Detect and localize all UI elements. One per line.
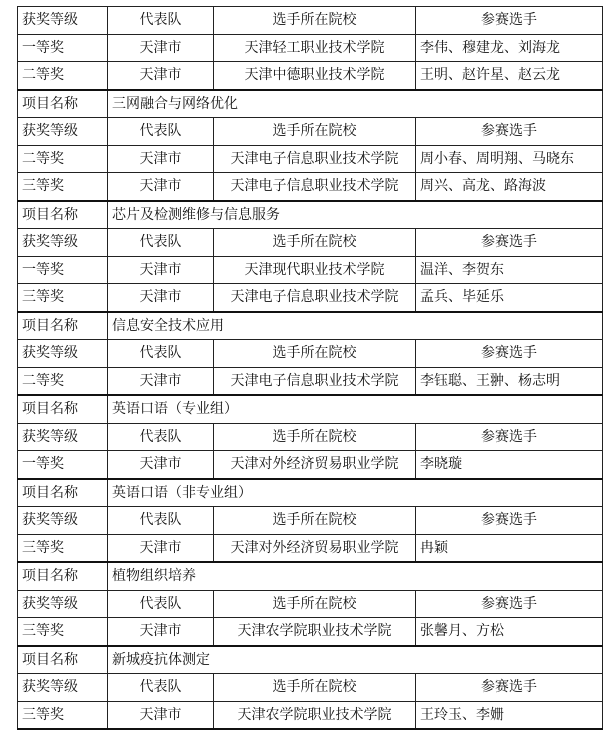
- project-name-label: 项目名称: [18, 479, 108, 507]
- team-cell: 天津市: [108, 256, 214, 284]
- header-team: 代表队: [108, 118, 214, 146]
- award-level-cell: 三等奖: [18, 173, 108, 201]
- school-cell: 天津电子信息职业技术学院: [214, 145, 416, 173]
- header-team: 代表队: [108, 423, 214, 451]
- table-row: [18, 62, 603, 90]
- team-cell: 天津市: [108, 34, 214, 62]
- award-level-cell: 三等奖: [18, 284, 108, 312]
- table-row: [18, 145, 603, 173]
- project-name-row: [18, 201, 603, 229]
- column-header-row: [18, 423, 603, 451]
- award-level-cell: 一等奖: [18, 34, 108, 62]
- header-school: 选手所在院校: [214, 118, 416, 146]
- header-contestants: 参赛选手: [416, 340, 603, 368]
- contestants-cell: 冉颖: [416, 534, 603, 562]
- header-team: 代表队: [108, 7, 214, 35]
- column-header-row: [18, 118, 603, 146]
- header-team: 代表队: [108, 507, 214, 535]
- contestants-cell: 张馨月、方松: [416, 618, 603, 646]
- column-header-row: [18, 7, 603, 35]
- team-cell: 天津市: [108, 62, 214, 90]
- header-school: 选手所在院校: [214, 674, 416, 702]
- header-team: 代表队: [108, 340, 214, 368]
- contestants-cell: 王明、赵许星、赵云龙: [416, 62, 603, 90]
- header-award-level: 获奖等级: [18, 7, 108, 35]
- header-school: 选手所在院校: [214, 507, 416, 535]
- award-document: [17, 6, 602, 730]
- header-contestants: 参赛选手: [416, 674, 603, 702]
- table-row: [18, 34, 603, 62]
- project-name-label: 项目名称: [18, 562, 108, 590]
- header-award-level: 获奖等级: [18, 118, 108, 146]
- project-name-value: 英语口语（专业组）: [108, 395, 603, 423]
- header-school: 选手所在院校: [214, 7, 416, 35]
- header-team: 代表队: [108, 229, 214, 257]
- award-table: [17, 6, 603, 730]
- team-cell: 天津市: [108, 367, 214, 395]
- header-award-level: 获奖等级: [18, 590, 108, 618]
- contestants-cell: 李钰聪、王翀、杨志明: [416, 367, 603, 395]
- contestants-cell: 周兴、高龙、路海波: [416, 173, 603, 201]
- project-name-label: 项目名称: [18, 646, 108, 674]
- school-cell: 天津现代职业技术学院: [214, 256, 416, 284]
- project-name-row: [18, 479, 603, 507]
- project-name-label: 项目名称: [18, 201, 108, 229]
- header-award-level: 获奖等级: [18, 423, 108, 451]
- team-cell: 天津市: [108, 618, 214, 646]
- table-row: [18, 173, 603, 201]
- award-level-cell: 三等奖: [18, 701, 108, 729]
- contestants-cell: 孟兵、毕延乐: [416, 284, 603, 312]
- table-row: [18, 284, 603, 312]
- header-team: 代表队: [108, 590, 214, 618]
- header-school: 选手所在院校: [214, 590, 416, 618]
- award-table-body: [18, 7, 603, 730]
- school-cell: 天津电子信息职业技术学院: [214, 284, 416, 312]
- team-cell: 天津市: [108, 451, 214, 479]
- table-row: [18, 451, 603, 479]
- project-name-value: 三网融合与网络优化: [108, 90, 603, 118]
- header-award-level: 获奖等级: [18, 674, 108, 702]
- award-level-cell: 二等奖: [18, 367, 108, 395]
- header-contestants: 参赛选手: [416, 118, 603, 146]
- column-header-row: [18, 674, 603, 702]
- team-cell: 天津市: [108, 534, 214, 562]
- header-award-level: 获奖等级: [18, 340, 108, 368]
- contestants-cell: 温洋、李贺东: [416, 256, 603, 284]
- school-cell: 天津轻工职业技术学院: [214, 34, 416, 62]
- team-cell: 天津市: [108, 145, 214, 173]
- contestants-cell: 王玲玉、李姗: [416, 701, 603, 729]
- header-contestants: 参赛选手: [416, 507, 603, 535]
- award-level-cell: 三等奖: [18, 618, 108, 646]
- table-row: [18, 256, 603, 284]
- project-name-label: 项目名称: [18, 312, 108, 340]
- header-school: 选手所在院校: [214, 423, 416, 451]
- school-cell: 天津对外经济贸易职业学院: [214, 534, 416, 562]
- team-cell: 天津市: [108, 284, 214, 312]
- project-name-row: [18, 90, 603, 118]
- school-cell: 天津对外经济贸易职业学院: [214, 451, 416, 479]
- project-name-row: [18, 312, 603, 340]
- project-name-row: [18, 562, 603, 590]
- project-name-value: 信息安全技术应用: [108, 312, 603, 340]
- team-cell: 天津市: [108, 701, 214, 729]
- table-row: [18, 618, 603, 646]
- column-header-row: [18, 590, 603, 618]
- award-level-cell: 三等奖: [18, 534, 108, 562]
- column-header-row: [18, 340, 603, 368]
- header-contestants: 参赛选手: [416, 7, 603, 35]
- award-level-cell: 二等奖: [18, 145, 108, 173]
- project-name-value: 植物组织培养: [108, 562, 603, 590]
- table-row: [18, 701, 603, 729]
- team-cell: 天津市: [108, 173, 214, 201]
- table-row: [18, 367, 603, 395]
- award-level-cell: 二等奖: [18, 62, 108, 90]
- award-level-cell: 一等奖: [18, 256, 108, 284]
- school-cell: 天津电子信息职业技术学院: [214, 173, 416, 201]
- header-contestants: 参赛选手: [416, 229, 603, 257]
- project-name-label: 项目名称: [18, 90, 108, 118]
- table-row: [18, 534, 603, 562]
- contestants-cell: 李晓璇: [416, 451, 603, 479]
- project-name-row: [18, 646, 603, 674]
- column-header-row: [18, 507, 603, 535]
- header-school: 选手所在院校: [214, 229, 416, 257]
- header-award-level: 获奖等级: [18, 507, 108, 535]
- project-name-label: 项目名称: [18, 395, 108, 423]
- header-school: 选手所在院校: [214, 340, 416, 368]
- project-name-value: 新城疫抗体测定: [108, 646, 603, 674]
- project-name-value: 芯片及检测维修与信息服务: [108, 201, 603, 229]
- header-contestants: 参赛选手: [416, 590, 603, 618]
- award-level-cell: 一等奖: [18, 451, 108, 479]
- header-award-level: 获奖等级: [18, 229, 108, 257]
- project-name-value: 英语口语（非专业组）: [108, 479, 603, 507]
- contestants-cell: 周小春、周明翔、马晓东: [416, 145, 603, 173]
- header-contestants: 参赛选手: [416, 423, 603, 451]
- school-cell: 天津农学院职业技术学院: [214, 618, 416, 646]
- project-name-row: [18, 395, 603, 423]
- header-team: 代表队: [108, 674, 214, 702]
- column-header-row: [18, 229, 603, 257]
- school-cell: 天津中德职业技术学院: [214, 62, 416, 90]
- school-cell: 天津电子信息职业技术学院: [214, 367, 416, 395]
- school-cell: 天津农学院职业技术学院: [214, 701, 416, 729]
- contestants-cell: 李伟、穆建龙、刘海龙: [416, 34, 603, 62]
